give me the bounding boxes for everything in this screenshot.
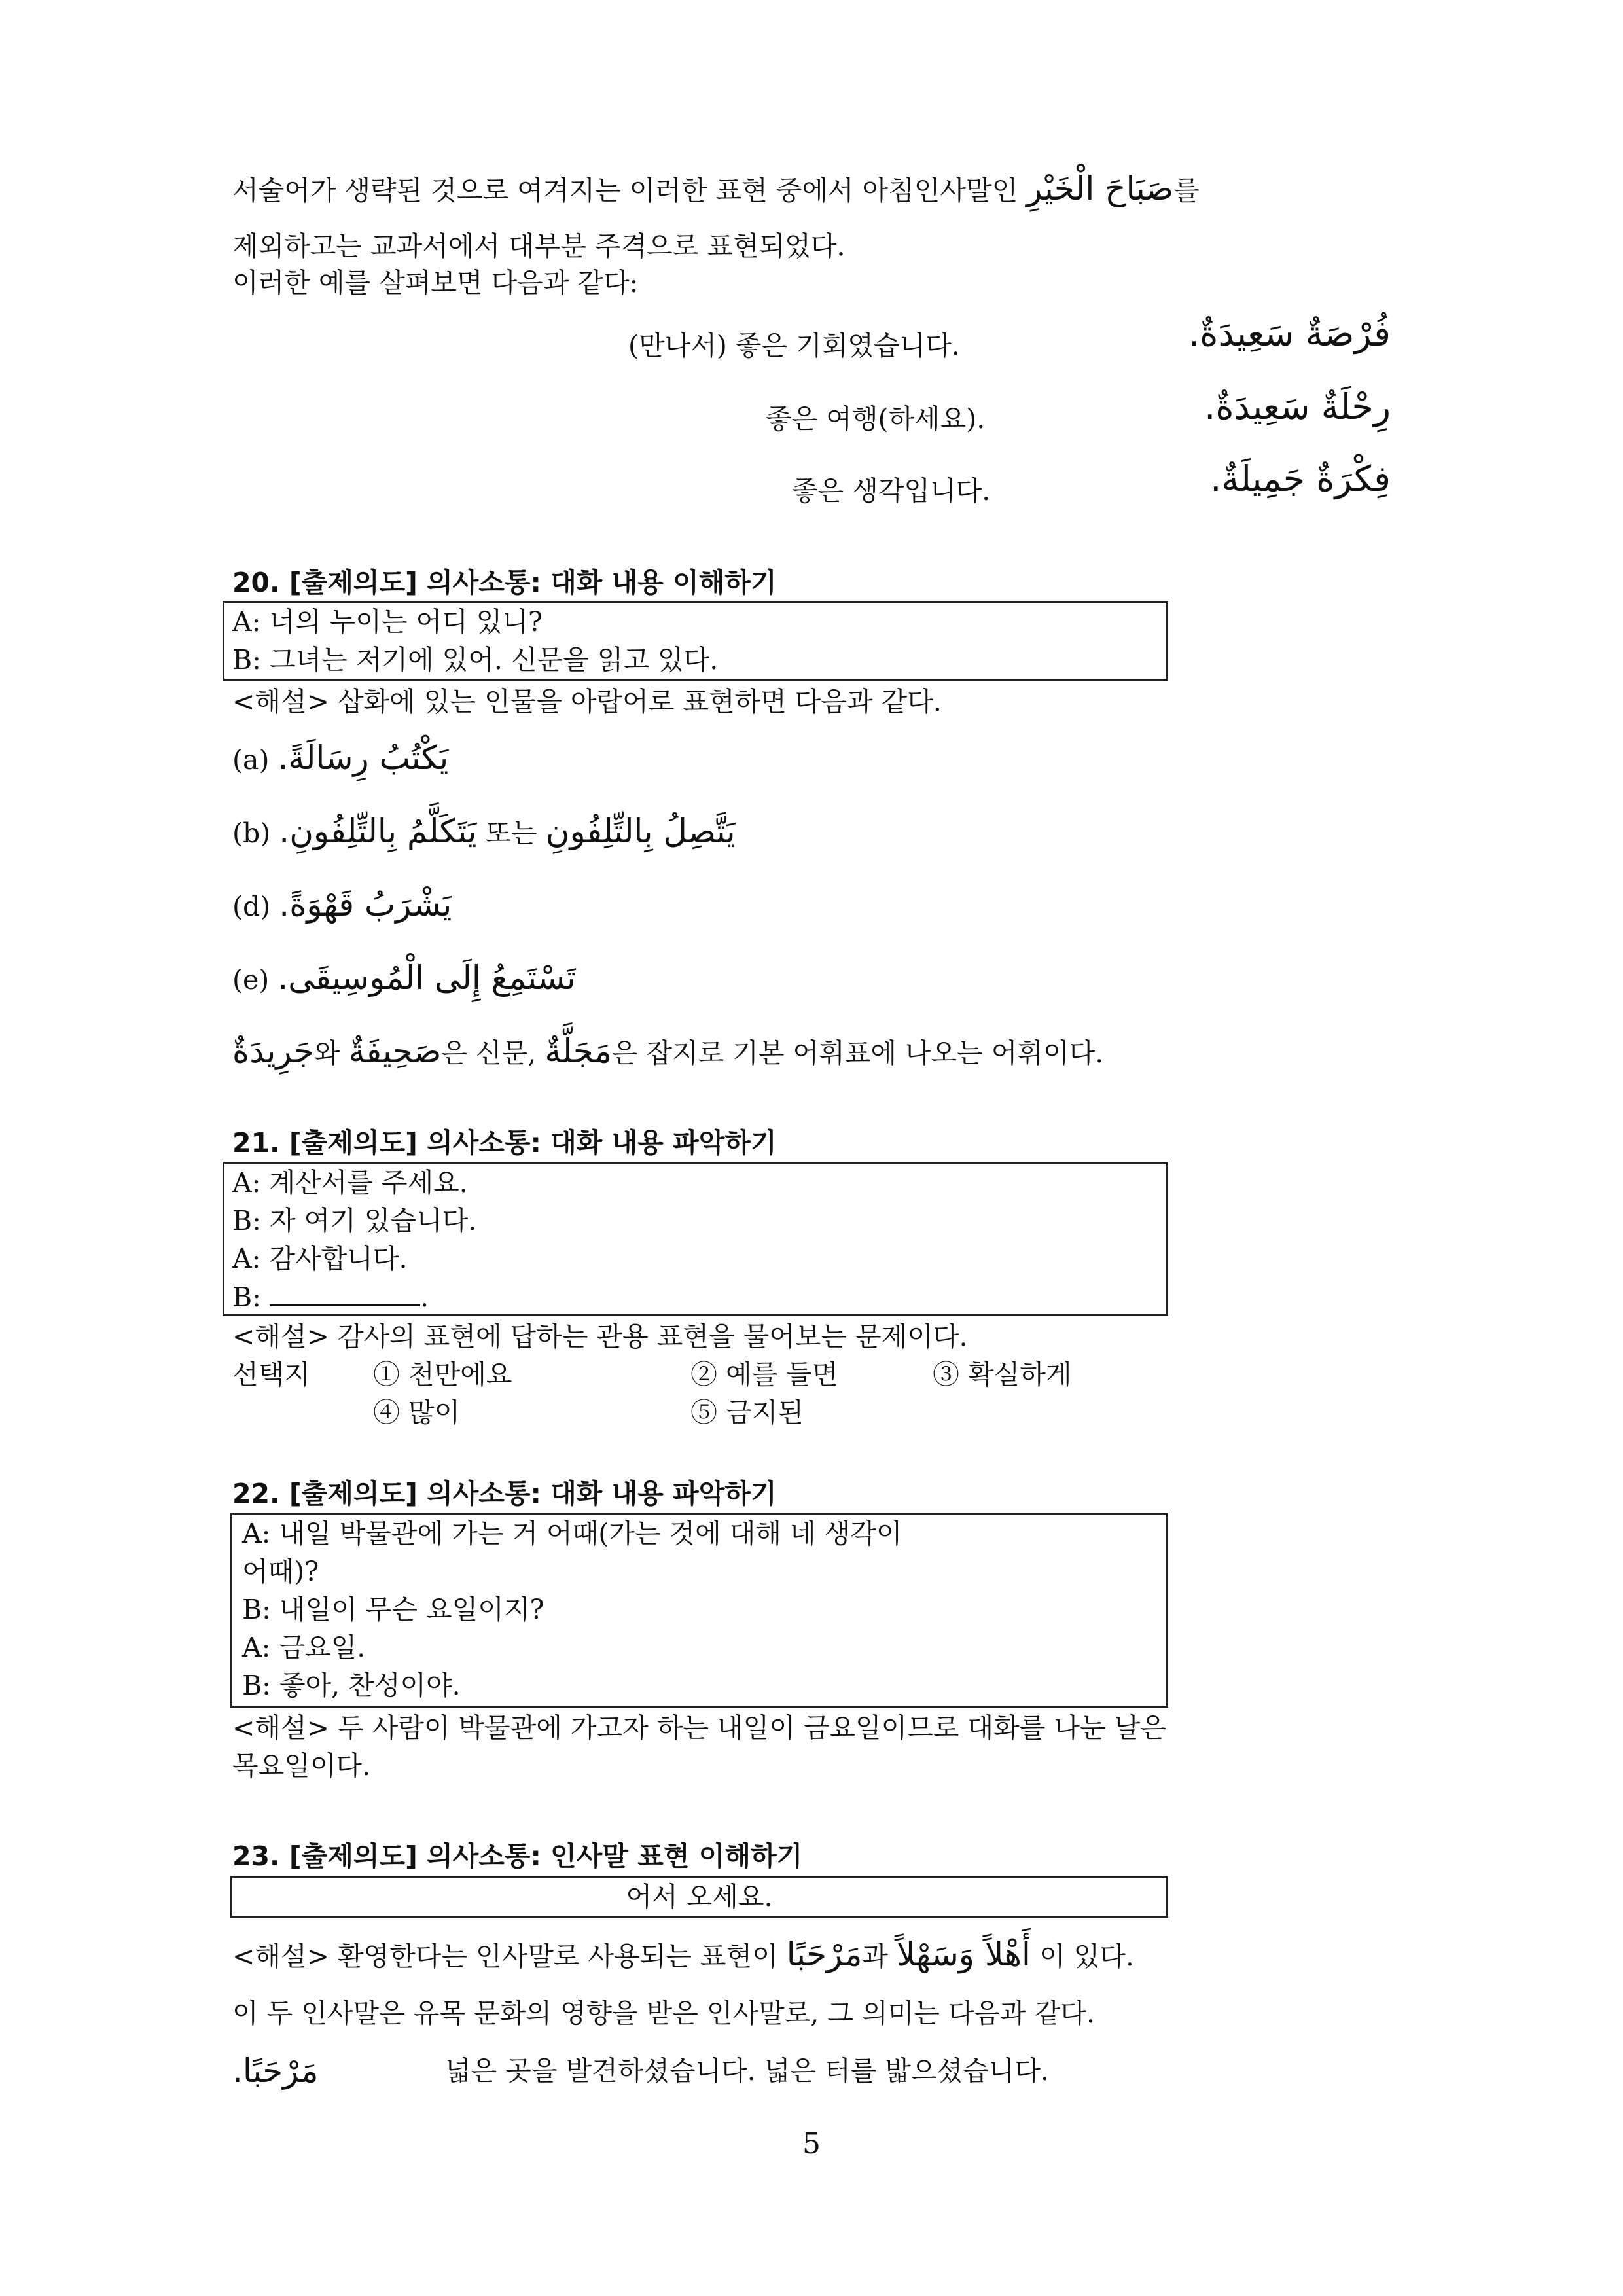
arabic-phrase: صَبَاحَ الْخَيْرِ — [1026, 170, 1174, 207]
vocab-text: 은 잡지로 기본 어휘표에 나오는 어휘이다. — [611, 1037, 1104, 1069]
q21-choice-3: ③ 확실하게 — [933, 1359, 1072, 1390]
q20-dialog-line-2: B: 그녀는 저기에 있어. 신문을 읽고 있다. — [232, 644, 719, 675]
q23-last-line — [232, 2053, 319, 2091]
intro-text: 서술어가 생략된 것으로 여겨지는 이러한 표현 중에서 아침인사말인 — [232, 175, 1027, 206]
example-ar-2: رِحْلَةٌ سَعِيدَةٌ. — [1204, 386, 1391, 427]
q20-vocab-line — [232, 1033, 1103, 1071]
q23-explanation-1 — [232, 1936, 1134, 1975]
intro-line-3: 이러한 예를 살펴보면 다음과 같다: — [232, 267, 639, 298]
q21-explanation: <해설> 감사의 표현에 답하는 관용 표현을 물어보는 문제이다. — [232, 1321, 968, 1352]
q22-explanation-2: 목요일이다. — [232, 1750, 371, 1782]
speaker-label: B: — [232, 1282, 270, 1313]
q20-item-d — [232, 886, 452, 925]
arabic-sentence: يَتَكَلَّمُ بِالتِّلِفُونِ. — [279, 812, 477, 850]
answer-blank — [270, 1278, 420, 1306]
item-label: (a) — [232, 744, 270, 776]
q23-explanation-2: 이 두 인사말은 유목 문화의 영향을 받은 인사말로, 그 의미는 다음과 같다. — [232, 1998, 1095, 2029]
arabic-word: مَرْحَبًا. — [232, 2052, 319, 2090]
q21-choice-1: ① 천만에요 — [373, 1359, 512, 1390]
example-ko-3: 좋은 생각입니다. — [792, 475, 991, 507]
q20-item-b — [232, 813, 736, 852]
item-label: (d) — [232, 891, 271, 922]
q21-heading: 21. [출제의도] 의사소통: 대화 내용 파악하기 — [232, 1127, 777, 1158]
example-ko-1: (만나서) 좋은 기회였습니다. — [628, 330, 960, 361]
explain-text: 과 — [862, 1941, 897, 1972]
q20-item-a — [232, 740, 448, 778]
connector-text: 또는 — [485, 817, 537, 849]
q21-dialog-line-3: A: 감사합니다. — [232, 1243, 408, 1274]
arabic-word: صَحِيفَةٌ — [348, 1032, 442, 1070]
intro-line-1 — [232, 170, 1200, 209]
q22-dialog-line-5: B: 좋아, 찬성이야. — [242, 1670, 461, 1701]
explain-text: 이 있다. — [1030, 1941, 1134, 1972]
period: . — [419, 1282, 429, 1313]
q23-box-text: 어서 오세요. — [626, 1881, 773, 1912]
arabic-phrase: أَهْلاً وَسَهْلاً — [897, 1935, 1031, 1973]
q21-dialog-line-4 — [232, 1278, 429, 1316]
arabic-sentence: يَتَّصِلُ بِالتِّلِفُونِ — [545, 812, 736, 850]
arabic-word: مَرْحَبًا — [786, 1935, 863, 1973]
intro-text-suffix: 를 — [1173, 175, 1200, 206]
q21-choice-4: ④ 많이 — [373, 1397, 461, 1428]
page-number: 5 — [802, 2127, 821, 2161]
arabic-word: جَرِيدَةٌ — [232, 1032, 314, 1070]
example-ar-3: فِكْرَةٌ جَمِيلَةٌ. — [1210, 458, 1391, 499]
q21-dialog-line-2: B: 자 여기 있습니다. — [232, 1205, 477, 1236]
vocab-text: 와 — [313, 1037, 349, 1069]
q22-dialog-line-1: A: 내일 박물관에 가는 거 어때(가는 것에 대해 네 생각이 — [242, 1518, 902, 1549]
intro-line-2: 제외하고는 교과서에서 대부분 주격으로 표현되었다. — [232, 230, 846, 262]
arabic-sentence: يَشْرَبُ قَهْوَةً. — [279, 886, 452, 924]
arabic-sentence: تَسْتَمِعُ إِلَى الْمُوسِيقَى. — [277, 959, 576, 997]
q21-dialog-line-1: A: 계산서를 주세요. — [232, 1167, 468, 1198]
q22-dialog-line-3: B: 내일이 무슨 요일이지? — [242, 1594, 544, 1625]
q20-item-e — [232, 960, 576, 998]
q22-dialog-line-2: 어때)? — [242, 1556, 319, 1587]
item-label: (b) — [232, 817, 271, 849]
q20-dialog-line-1: A: 너의 누이는 어디 있니? — [232, 606, 543, 637]
example-ar-1: فُرْصَةٌ سَعِيدَةٌ. — [1188, 313, 1391, 354]
q21-choice-5: ⑤ 금지된 — [690, 1397, 804, 1428]
example-ko-2: 좋은 여행(하세요). — [766, 403, 986, 435]
q22-dialog-line-4: A: 금요일. — [242, 1632, 366, 1663]
q23-last-meaning: 넓은 곳을 발견하셨습니다. 넓은 터를 밟으셨습니다. — [445, 2055, 1049, 2087]
vocab-text: 은 신문, — [441, 1037, 545, 1069]
q20-heading: 20. [출제의도] 의사소통: 대화 내용 이해하기 — [232, 567, 777, 598]
arabic-word: مَجَلَّةٌ — [544, 1032, 612, 1070]
q22-heading: 22. [출제의도] 의사소통: 대화 내용 파악하기 — [232, 1478, 777, 1509]
explain-text: <해설> 환영한다는 인사말로 사용되는 표현이 — [232, 1941, 787, 1972]
q23-heading: 23. [출제의도] 의사소통: 인사말 표현 이해하기 — [232, 1840, 803, 1872]
q21-choices-label: 선택지 — [232, 1359, 310, 1390]
arabic-sentence: يَكْتُبُ رِسَالَةً. — [277, 739, 449, 777]
q20-explanation: <해설> 삽화에 있는 인물을 아랍어로 표현하면 다음과 같다. — [232, 686, 942, 717]
q21-choice-2: ② 예를 들면 — [690, 1359, 838, 1390]
item-label: (e) — [232, 964, 270, 996]
q22-explanation-1: <해설> 두 사람이 박물관에 가고자 하는 내일이 금요일이므로 대화를 나눈 날은 — [232, 1712, 1166, 1744]
